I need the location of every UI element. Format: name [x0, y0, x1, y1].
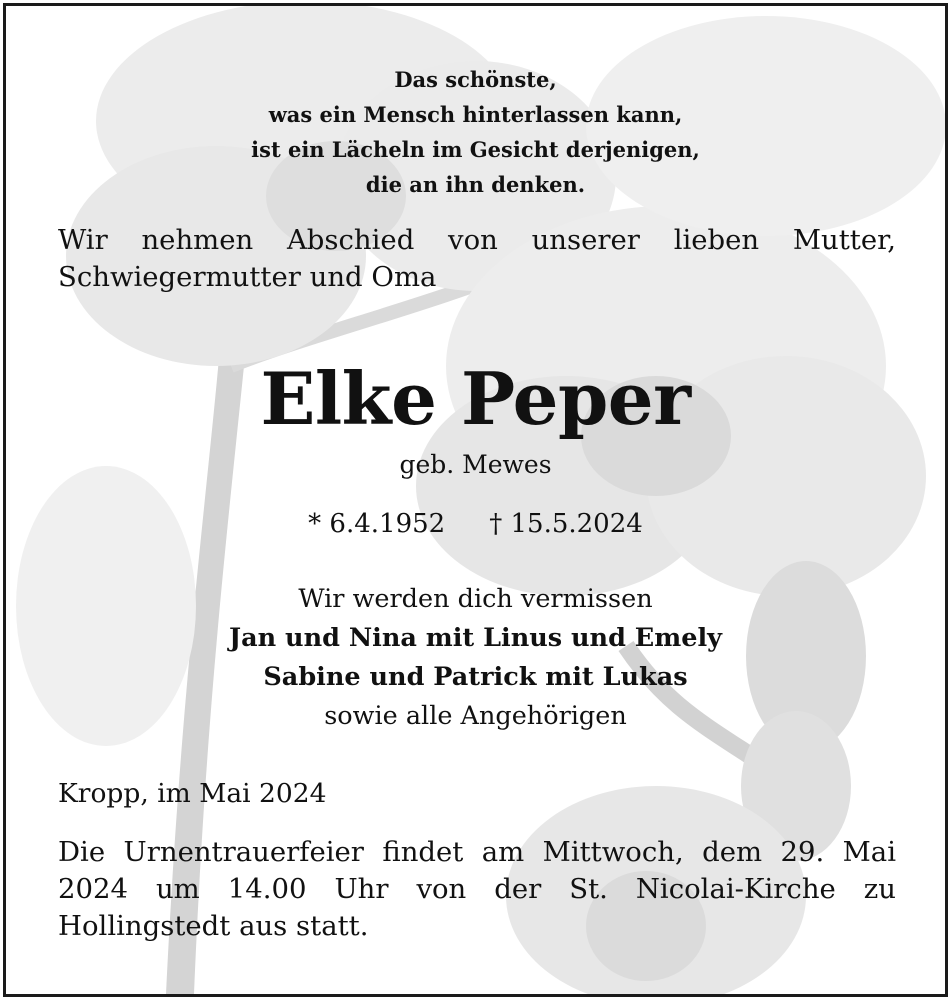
- maiden-name: geb. Mewes: [399, 450, 552, 479]
- death-date: † 15.5.2024: [489, 509, 643, 539]
- mourners-others: sowie alle Angehörigen: [324, 701, 627, 731]
- mourners-lead: Wir werden dich vermissen: [298, 584, 653, 614]
- poem-line: was ein Mensch hinterlassen kann,: [268, 102, 683, 127]
- poem-line: die an ihn denken.: [365, 172, 586, 197]
- memorial-poem: [6, 62, 945, 202]
- birth-date: * 6.4.1952: [308, 509, 446, 539]
- service-notice: Die Urnentrauerfeier findet am Mittwoch, dem 29. Mai 2024 um 14.00 Uhr von der St. Nicolai-Kirche zu Hollingstedt aus statt.: [58, 836, 896, 942]
- mourner-family: Jan und Nina mit Linus und Emely: [229, 623, 722, 653]
- obituary-content: [6, 6, 945, 994]
- mourners-block: [6, 580, 945, 736]
- mourner-family: Sabine und Patrick mit Lukas: [263, 662, 688, 692]
- poem-line: ist ein Lächeln im Gesicht derjenigen,: [251, 137, 700, 162]
- poem-line: Das schönste,: [394, 67, 557, 92]
- deceased-name: Elke Peper: [260, 356, 691, 441]
- obituary-frame: [3, 3, 948, 997]
- life-dates: [6, 506, 945, 542]
- place-and-date: Kropp, im Mai 2024: [58, 778, 327, 809]
- farewell-intro: Wir nehmen Abschied von unserer lieben Mutter, Schwiegermutter und Oma: [58, 224, 896, 293]
